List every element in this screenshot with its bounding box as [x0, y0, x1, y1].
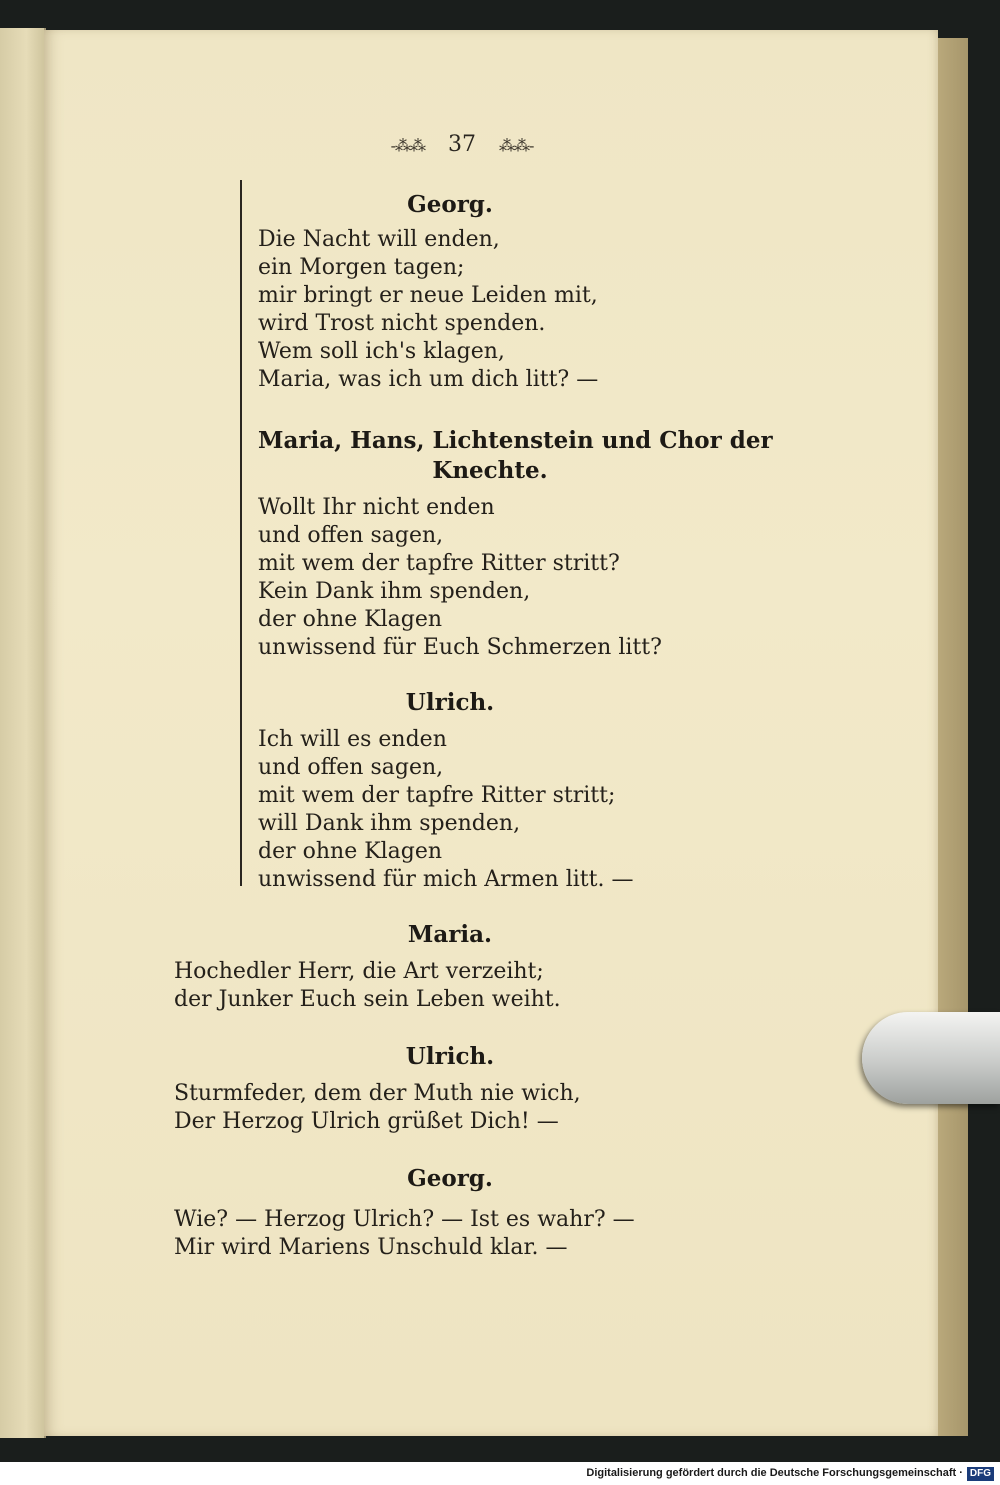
verse-line: und offen sagen, — [258, 523, 444, 548]
speaker-heading: Knechte. — [432, 457, 548, 484]
left-page-edge — [0, 28, 46, 1438]
verse-line: und offen sagen, — [258, 755, 444, 780]
verse-line: wird Trost nicht spenden. — [258, 311, 546, 336]
verse-line: der ohne Klagen — [258, 839, 443, 864]
verse-line: unwissend für mich Armen litt. — — [258, 867, 634, 892]
verse-line: mit wem der tapfre Ritter stritt? — [258, 551, 620, 576]
speaker-heading: Ulrich. — [405, 689, 495, 716]
verse-line: unwissend für Euch Schmerzen litt? — [258, 635, 662, 660]
verse-line: Wie? — Herzog Ulrich? — Ist es wahr? — — [174, 1207, 635, 1232]
ornament-left: -⁂⁂ — [390, 136, 425, 155]
page-clip — [862, 1012, 1000, 1104]
speaker-heading: Georg. — [407, 1165, 493, 1192]
verse-line: Kein Dank ihm spenden, — [258, 579, 531, 604]
verse-line: Mir wird Mariens Unschuld klar. — — [174, 1235, 568, 1260]
speaker-heading: Ulrich. — [405, 1043, 495, 1070]
footer-bar — [0, 1462, 1000, 1485]
speaker-heading: Maria. — [407, 921, 493, 948]
ornament-right: ⁂⁂- — [499, 136, 534, 155]
verse-line: ein Morgen tagen; — [258, 255, 465, 280]
verse-line: Der Herzog Ulrich grüßet Dich! — — [174, 1109, 559, 1134]
verse-line: der ohne Klagen — [258, 607, 443, 632]
verse-line: mit wem der tapfre Ritter stritt; — [258, 783, 616, 808]
verse-line: Wollt Ihr nicht enden — [258, 495, 495, 520]
footer-credit: Digitalisierung gefördert durch die Deutsche Forschungsgemeinschaft · — [586, 1467, 963, 1479]
page-number: 37 — [448, 132, 476, 157]
verse-line: Wem soll ich's klagen, — [258, 339, 505, 364]
verse-line: Sturmfeder, dem der Muth nie wich, — [174, 1081, 581, 1106]
verse-line: Die Nacht will enden, — [258, 227, 500, 252]
verse-line: Ich will es enden — [258, 727, 447, 752]
verse-line: Hochedler Herr, die Art verzeiht; — [174, 959, 544, 984]
verse-line: Maria, was ich um dich litt? — — [258, 367, 599, 392]
dfg-logo-icon: DFG — [967, 1467, 994, 1481]
page-header — [372, 130, 552, 160]
speaker-heading: Maria, Hans, Lichtenstein und Chor der — [258, 427, 773, 454]
verse-line: mir bringt er neue Leiden mit, — [258, 283, 598, 308]
speaker-heading: Georg. — [407, 191, 493, 218]
verse-line: will Dank ihm spenden, — [258, 811, 521, 836]
bracket-line — [240, 180, 248, 886]
verse-line: der Junker Euch sein Leben weiht. — [174, 987, 561, 1012]
